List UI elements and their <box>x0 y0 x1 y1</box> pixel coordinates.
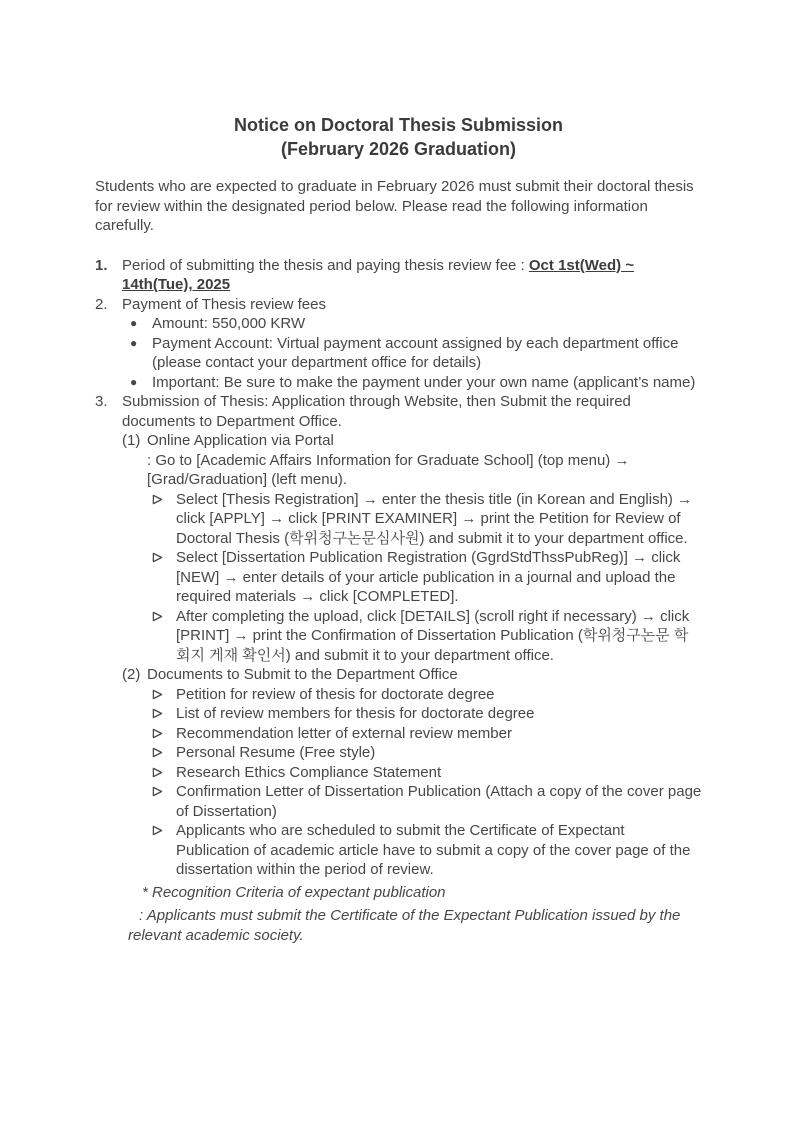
sub-item-heading: Documents to Submit to the Department Office <box>147 666 458 683</box>
bullet-text: Amount: 550,000 KRW <box>152 315 306 332</box>
sub-item-documents <box>122 665 702 685</box>
recognition-criteria-note: * Recognition Criteria of expectant publication <box>142 883 446 901</box>
document-item-personal-resume <box>152 743 702 763</box>
notice-title <box>95 113 702 161</box>
arrowhead-icon <box>152 821 176 836</box>
list-item-submission <box>95 392 702 431</box>
arrowhead-icon <box>152 685 176 700</box>
bullet-icon: ● <box>130 316 138 330</box>
step-text: After completing the upload, click [DETAILS] (scroll right if necessary) → click [PRINT] → print the Confirmation of Dissertation Publication (학위청구논문 학회지 게재 확인서) and submit it to your department office. <box>176 607 690 664</box>
arrowhead-icon <box>152 548 176 563</box>
document-text: Petition for review of thesis for doctorate degree <box>176 685 495 703</box>
document-item-petition <box>152 685 702 705</box>
document-item-ethics-statement <box>152 763 702 783</box>
portal-step-print-confirmation <box>152 607 702 666</box>
item-text: Submission of Thesis: Application through Website, then Submit the required documents to Department Office. <box>122 393 631 430</box>
bullet-text: Important: Be sure to make the payment under your own name (applicant’s name) <box>152 373 696 391</box>
sub-item-online-application <box>122 431 702 451</box>
document-text: Applicants who are scheduled to submit the Certificate of Expectant Publication of academic article have to submit a copy of the cover page of the dissertation within the period of review. <box>176 822 691 878</box>
payment-bullet-important <box>130 373 702 393</box>
document-item-confirmation-letter <box>152 782 702 821</box>
portal-step-publication-registration <box>152 548 702 607</box>
payment-bullet-amount <box>130 314 702 334</box>
arrowhead-icon <box>152 724 176 739</box>
portal-step-thesis-registration <box>152 490 702 549</box>
sub-item-heading: Online Application via Portal <box>147 432 334 449</box>
document-text: Recommendation letter of external review member <box>176 724 512 742</box>
item-number: 1. <box>95 256 108 274</box>
document-text: Confirmation Letter of Dissertation Publication (Attach a copy of the cover page of Dissertation) <box>176 783 702 820</box>
document-text: List of review members for thesis for doctorate degree <box>176 705 535 722</box>
document-item-review-members <box>152 704 702 724</box>
arrowhead-icon <box>152 763 176 778</box>
submission-period-value: Oct 1st(Wed) ~ 14th(Tue), 2025 <box>122 256 635 293</box>
item-text <box>122 256 702 295</box>
arrowhead-icon <box>152 743 176 758</box>
bullet-icon: ● <box>130 335 138 350</box>
step-text: Select [Thesis Registration] → enter the thesis title (in Korean and English) → click [APPLY] → click [PRINT EXAMINER] → print the Petition for Review of Doctoral Thesis (학위청구논문심사원) and submit it to your department office. <box>176 490 693 547</box>
payment-bullet-account <box>130 334 702 373</box>
intro-paragraph: Students who are expected to graduate in February 2026 must submit their doctoral thesis for review within the designated period below. Please read the following information carefully. <box>95 178 694 234</box>
list-item-period <box>95 256 702 295</box>
sub-item-label: (2) <box>122 666 141 683</box>
title-line-2: (February 2026 Graduation) <box>280 139 517 159</box>
sub-item-label: (1) <box>122 432 141 449</box>
document-text: Research Ethics Compliance Statement <box>176 763 442 781</box>
item-text: Payment of Thesis review fees <box>122 295 326 313</box>
item-number: 3. <box>95 393 108 410</box>
title-line-1: Notice on Doctoral Thesis Submission <box>233 115 564 135</box>
period-label: Period of submitting the thesis and paying thesis review fee : <box>122 256 529 274</box>
step-text: Select [Dissertation Publication Registration (GgrdStdThssPubReg)] → click [NEW] → enter details of your article publication in a journal and upload the required materials → click [COMPLETED]. <box>176 549 681 605</box>
list-item-payment <box>95 295 702 315</box>
portal-path-line: : Go to [Academic Affairs Information for Graduate School] (top menu) → [Grad/Graduation] (left menu). <box>147 451 630 488</box>
arrowhead-icon <box>152 782 176 797</box>
document-item-expectant-publication <box>152 821 702 880</box>
bullet-text: Payment Account: Virtual payment account assigned by each department office (please contact your department office for details) <box>152 334 679 371</box>
arrowhead-icon <box>152 490 176 505</box>
document-item-recommendation-letter <box>152 724 702 744</box>
item-number: 2. <box>95 295 108 313</box>
arrowhead-icon <box>152 607 176 622</box>
bullet-icon: ● <box>130 374 138 389</box>
notice-body <box>95 256 702 946</box>
document-text: Personal Resume (Free style) <box>176 744 376 761</box>
recognition-criteria-detail: : Applicants must submit the Certificate of the Expectant Publication issued by the relevant academic society. <box>128 907 681 944</box>
arrowhead-icon <box>152 704 176 719</box>
